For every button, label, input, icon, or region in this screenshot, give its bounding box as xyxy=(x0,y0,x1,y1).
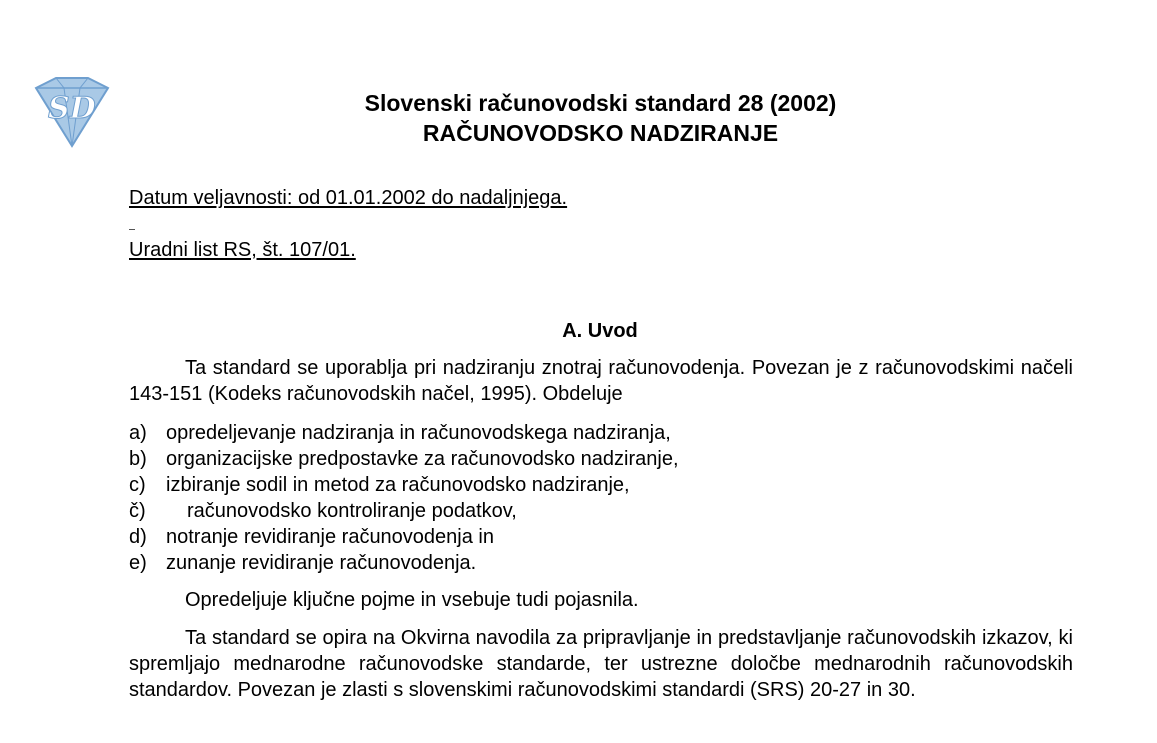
list-item-text: zunanje revidiranje računovodenja. xyxy=(166,552,477,574)
list-marker: d) xyxy=(129,526,147,548)
topic-list xyxy=(129,420,679,576)
list-item xyxy=(129,498,679,524)
list-item xyxy=(129,446,679,472)
logo-letters: SD xyxy=(48,91,96,126)
list-item xyxy=(129,550,679,576)
definitions-paragraph: Opredeljuje ključne pojme in vsebuje tudi pojasnila. xyxy=(185,589,639,611)
list-item xyxy=(129,472,679,498)
list-marker: č) xyxy=(129,500,146,522)
divider-mark xyxy=(129,229,135,230)
list-marker: a) xyxy=(129,422,147,444)
title-block xyxy=(0,88,1157,148)
document-title: Slovenski računovodski standard 28 (2002) xyxy=(364,90,837,116)
document-subtitle: RAČUNOVODSKO NADZIRANJE xyxy=(422,120,779,146)
list-item-text: organizacijske predpostavke za računovodsko nadziranje, xyxy=(166,448,679,470)
list-item xyxy=(129,524,679,550)
list-item-text: izbiranje sodil in metod za računovodsko nadziranje, xyxy=(166,474,630,496)
list-marker: c) xyxy=(129,474,146,496)
list-item xyxy=(129,420,679,446)
basis-paragraph: Ta standard se opira na Okvirna navodila za pripravljanje in predstavljanje računovodskih izkazov, ki spremljajo mednarodne računovodske standarde, ter ustrezne določbe mednarodnih računovodskih standardov. Povezan je zlasti s slovenskimi računovodskimi standardi (SRS) 20-27 in 30. xyxy=(129,627,1073,701)
gazette-reference: Uradni list RS, št. 107/01. xyxy=(129,239,356,261)
list-marker: e) xyxy=(129,552,147,574)
list-item-text: računovodsko kontroliranje podatkov, xyxy=(187,500,517,522)
intro-paragraph: Ta standard se uporablja pri nadziranju znotraj računovodenja. Povezan je z računovodskimi načeli 143-151 (Kodeks računovodskih načel, 1995). Obdeluje xyxy=(129,357,1073,405)
section-heading: A. Uvod xyxy=(562,320,638,342)
list-item-text: notranje revidiranje računovodenja in xyxy=(166,526,494,548)
list-item-text: opredeljevanje nadziranja in računovodskega nadziranja, xyxy=(166,422,671,444)
validity-date: Datum veljavnosti: od 01.01.2002 do nadaljnjega. xyxy=(129,187,568,209)
list-marker: b) xyxy=(129,448,147,470)
